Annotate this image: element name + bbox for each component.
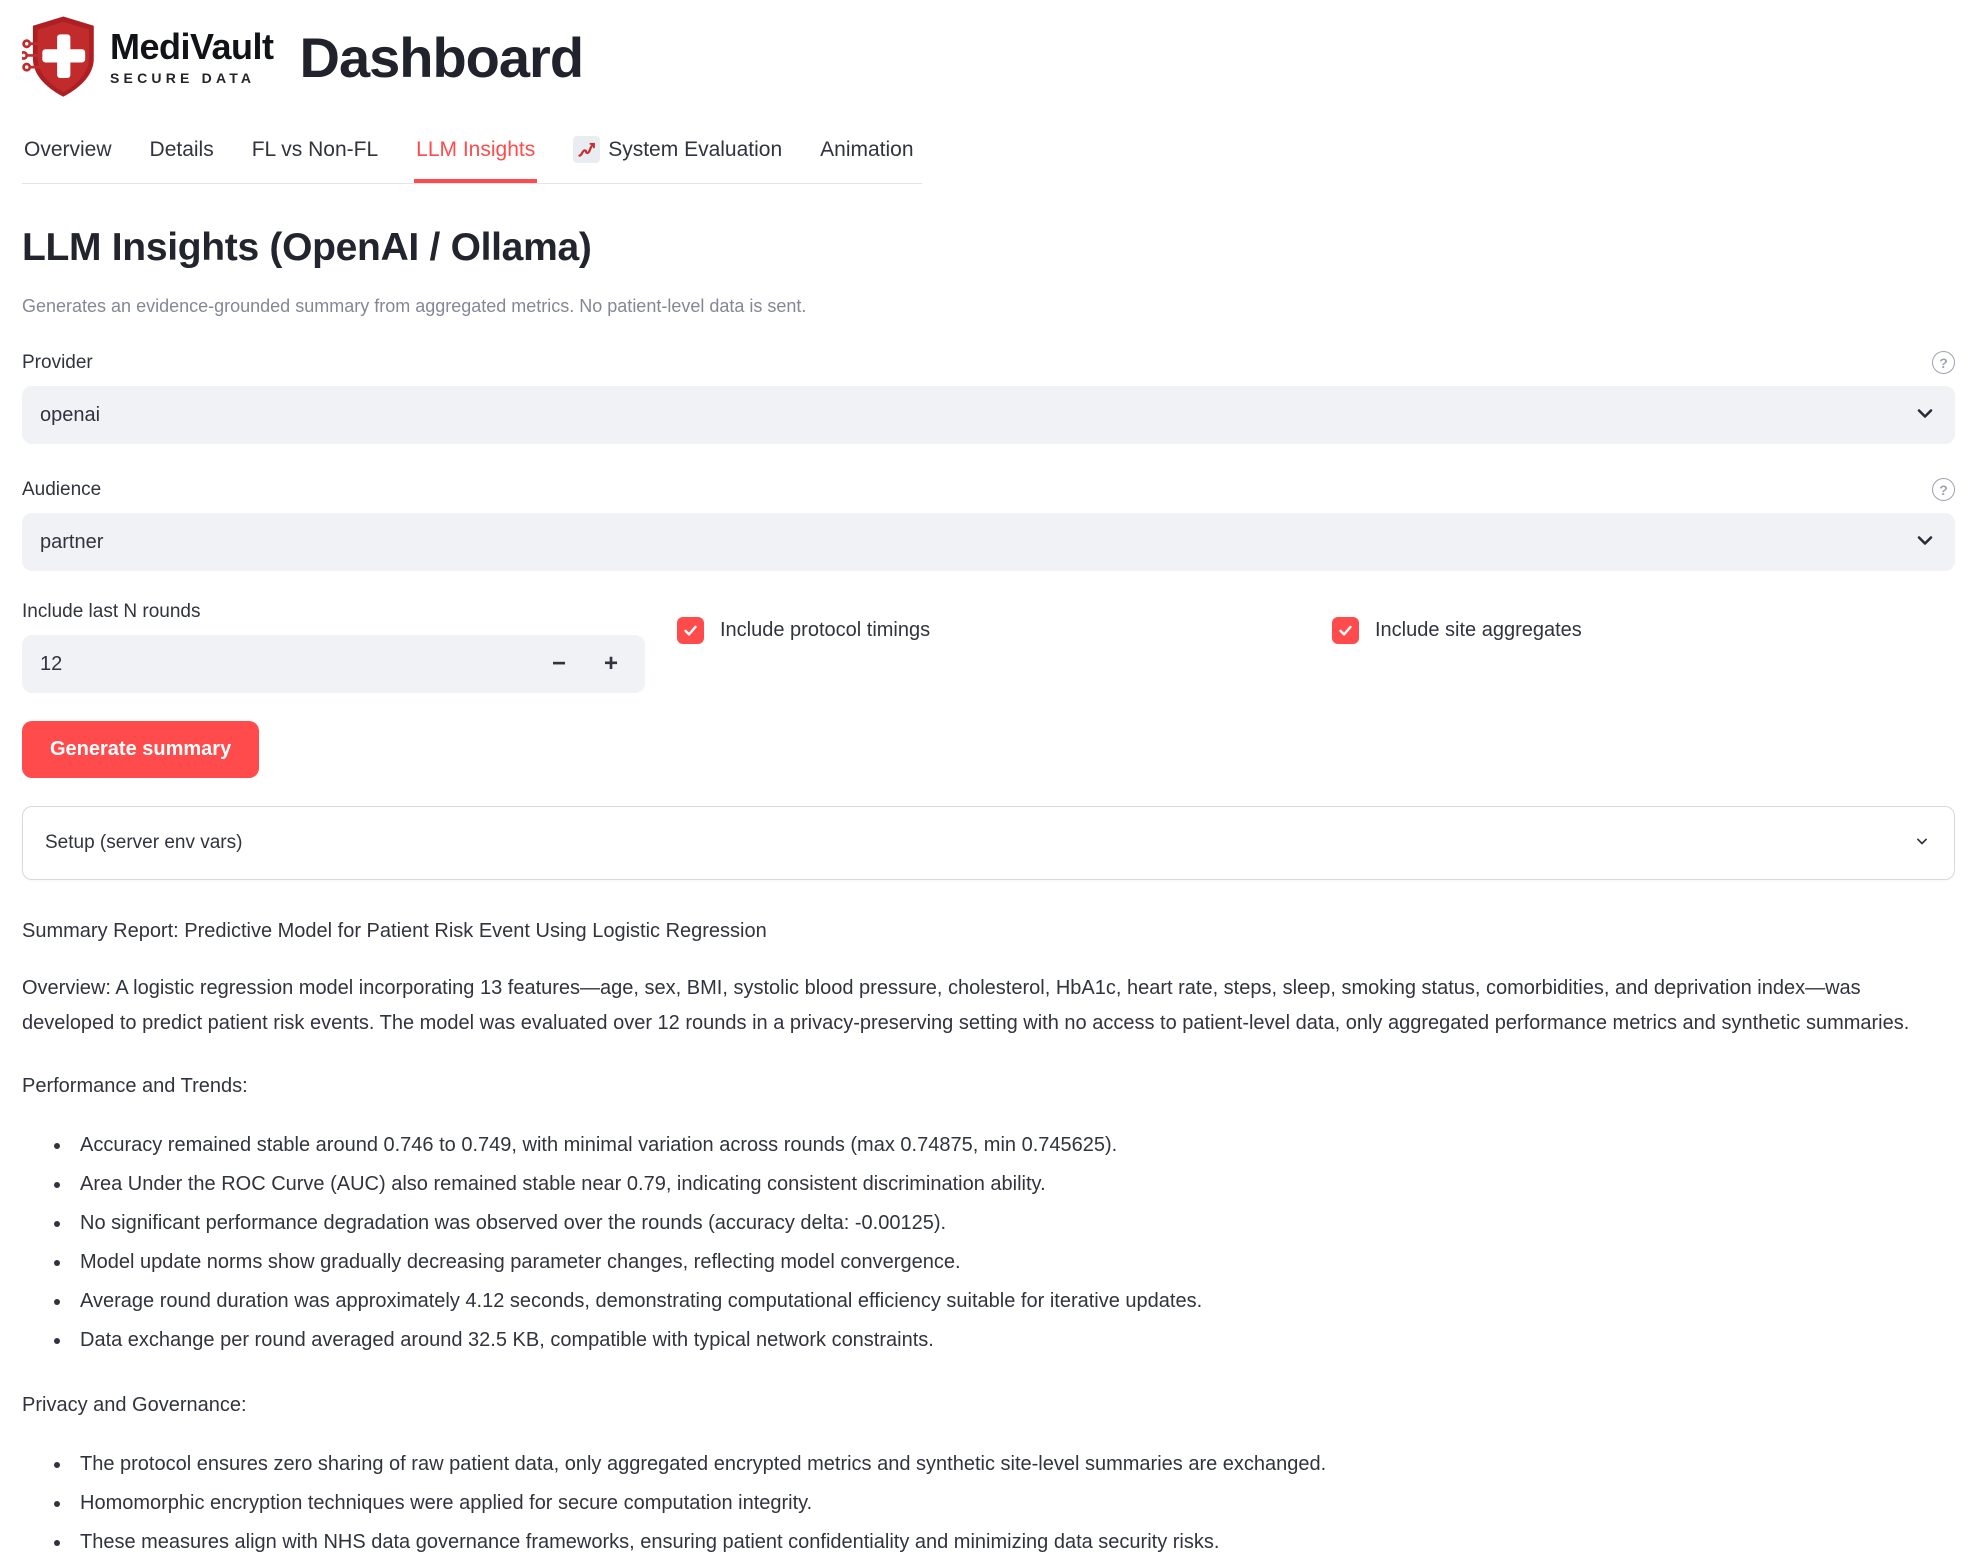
medivault-logo (22, 14, 274, 100)
list-item: • Average round duration was approximately 4.12 seconds, demonstrating computational efficiency suitable for iterative updates. (72, 1284, 1955, 1319)
setup-expander[interactable] (22, 806, 1955, 880)
section-title: LLM Insights (OpenAI / Ollama) (22, 226, 592, 269)
checked-checkbox-icon[interactable] (1332, 617, 1359, 644)
rounds-field (22, 601, 645, 693)
summary-report (22, 914, 1955, 1560)
list-item: • Homomorphic encryption techniques were applied for secure computation integrity. (72, 1486, 1955, 1521)
chevron-down-icon (1913, 528, 1937, 557)
page-title: Dashboard (299, 25, 584, 89)
section-caption: Generates an evidence-grounded summary from aggregated metrics. No patient-level data is sent. (22, 296, 807, 316)
audience-value: partner (40, 530, 104, 553)
provider-select[interactable] (22, 386, 1955, 444)
tab-bar (22, 130, 922, 184)
help-icon[interactable]: ? (1932, 478, 1955, 501)
tab-llm-insights[interactable] (414, 130, 537, 183)
tab-label: Details (149, 137, 214, 161)
performance-bullet-list (22, 1128, 1955, 1358)
logo-text (110, 26, 274, 86)
checked-checkbox-icon[interactable] (677, 617, 704, 644)
tab-label: LLM Insights (416, 137, 536, 161)
header (22, 14, 1955, 100)
section-heading-privacy: Privacy and Governance: (22, 1394, 247, 1416)
rounds-value: 12 (40, 652, 63, 675)
tab-label: Overview (24, 137, 112, 161)
list-item: • Accuracy remained stable around 0.746 to 0.749, with minimal variation across rounds (max 0.74875, min 0.745625). (72, 1128, 1955, 1163)
tab-label: Animation (820, 137, 914, 161)
setup-expander-label: Setup (server env vars) (45, 832, 243, 853)
tab-fl-vs-non-fl[interactable] (250, 130, 380, 183)
chart-increasing-icon (573, 136, 600, 163)
chevron-down-icon (1913, 401, 1937, 430)
provider-label: Provider (22, 351, 93, 373)
rounds-number-input[interactable] (22, 635, 645, 693)
increment-button[interactable]: + (585, 635, 637, 693)
list-item: • The protocol ensures zero sharing of raw patient data, only aggregated encrypted metrics and synthetic site-level summaries are exchanged. (72, 1447, 1955, 1482)
help-icon[interactable]: ? (1932, 351, 1955, 374)
list-item: • These measures align with NHS data governance frameworks, ensuring patient confidentiality and minimizing data security risks. (72, 1525, 1955, 1560)
section-heading-performance: Performance and Trends: (22, 1075, 248, 1097)
shield-cross-icon (22, 14, 100, 100)
chevron-down-icon (1912, 831, 1932, 856)
list-item: • No significant performance degradation was observed over the rounds (accuracy delta: -0.00125). (72, 1206, 1955, 1241)
site-aggregates-field (1332, 601, 1955, 693)
tab-label: System Evaluation (608, 137, 783, 161)
decrement-button[interactable]: − (533, 635, 585, 693)
rounds-label: Include last N rounds (22, 601, 201, 622)
provider-field (22, 351, 1955, 444)
list-item: • Model update norms show gradually decreasing parameter changes, reflecting model convergence. (72, 1245, 1955, 1280)
protocol-timings-field (677, 601, 1300, 693)
tab-label: FL vs Non-FL (251, 137, 379, 161)
report-overview: Overview: A logistic regression model incorporating 13 features—age, sex, BMI, systolic blood pressure, cholesterol, HbA1c, heart rate, steps, sleep, smoking status, comorbidities, and deprivation index—was developed to predict patient risk events. The model was evaluated over 12 rounds in a privacy-preserving setting with no access to patient-level data, only aggregated performance metrics and synthetic summaries. (22, 977, 1910, 1034)
audience-label: Audience (22, 478, 102, 500)
tab-overview[interactable] (22, 130, 114, 183)
logo-name: MediVault (110, 26, 274, 67)
audience-field (22, 478, 1955, 571)
generate-summary-button[interactable]: Generate summary (22, 721, 259, 778)
options-row (22, 601, 1955, 693)
protocol-timings-label: Include protocol timings (720, 619, 931, 641)
tab-system-evaluation[interactable] (571, 130, 784, 183)
list-item: • Area Under the ROC Curve (AUC) also remained stable near 0.79, indicating consistent discrimination ability. (72, 1167, 1955, 1202)
provider-value: openai (40, 403, 101, 426)
site-aggregates-label: Include site aggregates (1375, 619, 1582, 641)
logo-subtitle: SECURE DATA (110, 70, 256, 86)
list-item: • Data exchange per round averaged around 32.5 KB, compatible with typical network constraints. (72, 1323, 1955, 1358)
tab-animation[interactable] (818, 130, 915, 183)
site-aggregates-checkbox-row[interactable] (1332, 617, 1955, 644)
report-title: Summary Report: Predictive Model for Patient Risk Event Using Logistic Regression (22, 920, 767, 942)
protocol-timings-checkbox-row[interactable] (677, 617, 1300, 644)
privacy-bullet-list (22, 1447, 1955, 1560)
tab-details[interactable] (148, 130, 216, 183)
audience-select[interactable] (22, 513, 1955, 571)
